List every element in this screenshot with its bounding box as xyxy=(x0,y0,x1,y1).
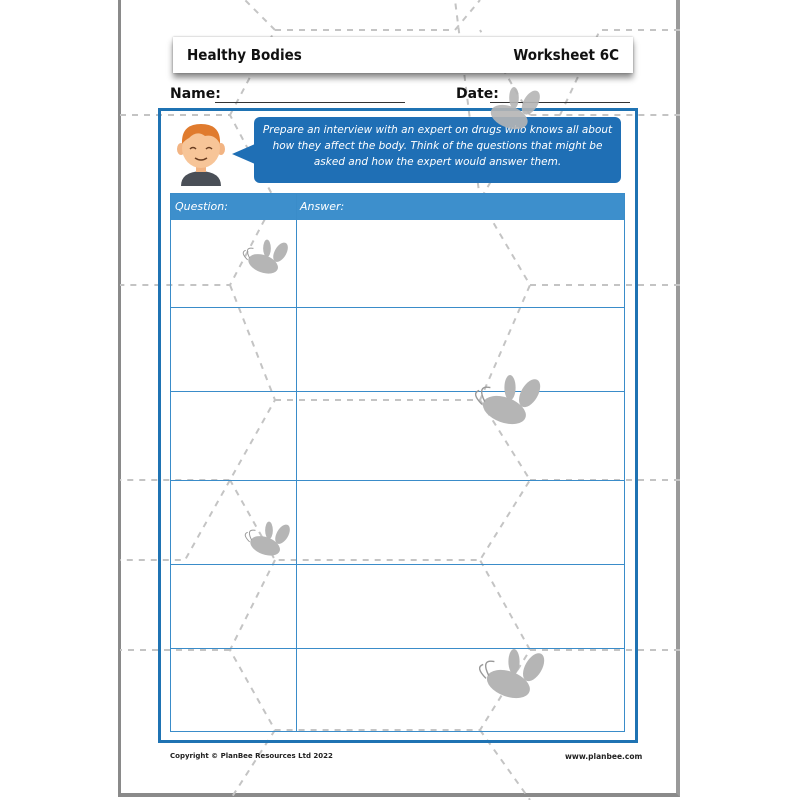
table-row[interactable] xyxy=(171,565,624,649)
name-date-row xyxy=(170,86,630,106)
bee-watermark-icon xyxy=(468,372,552,434)
title-banner xyxy=(173,37,633,73)
bee-watermark-icon xyxy=(478,84,550,138)
table-row[interactable] xyxy=(171,481,624,565)
table-header xyxy=(171,194,624,220)
bee-watermark-icon xyxy=(238,238,296,280)
name-field-line[interactable] xyxy=(215,102,405,103)
name-label: Name: xyxy=(170,86,221,102)
worksheet-title: Healthy Bodies xyxy=(187,46,302,64)
date-label: Date: xyxy=(456,86,499,102)
speech-bubble-tail xyxy=(232,144,255,164)
website-link[interactable]: www.planbee.com xyxy=(565,752,643,761)
boy-avatar-icon xyxy=(175,116,227,186)
instruction-text: Prepare an interview with an expert on drugs who knows all about how they affect the body. Think of the questions that might be asked and how the expert would answer them. xyxy=(262,124,613,168)
header-question: Question: xyxy=(175,200,228,213)
table-row[interactable] xyxy=(171,392,624,481)
copyright-text: Copyright © PlanBee Resources Ltd 2022 xyxy=(170,752,333,760)
table-row[interactable] xyxy=(171,649,624,731)
instruction-speech-bubble xyxy=(254,117,621,183)
worksheet-number: Worksheet 6C xyxy=(513,46,619,64)
column-divider xyxy=(296,194,297,731)
header-answer: Answer: xyxy=(300,200,345,213)
bee-watermark-icon xyxy=(472,646,556,708)
bee-watermark-icon xyxy=(240,520,298,562)
table-row[interactable] xyxy=(171,308,624,392)
